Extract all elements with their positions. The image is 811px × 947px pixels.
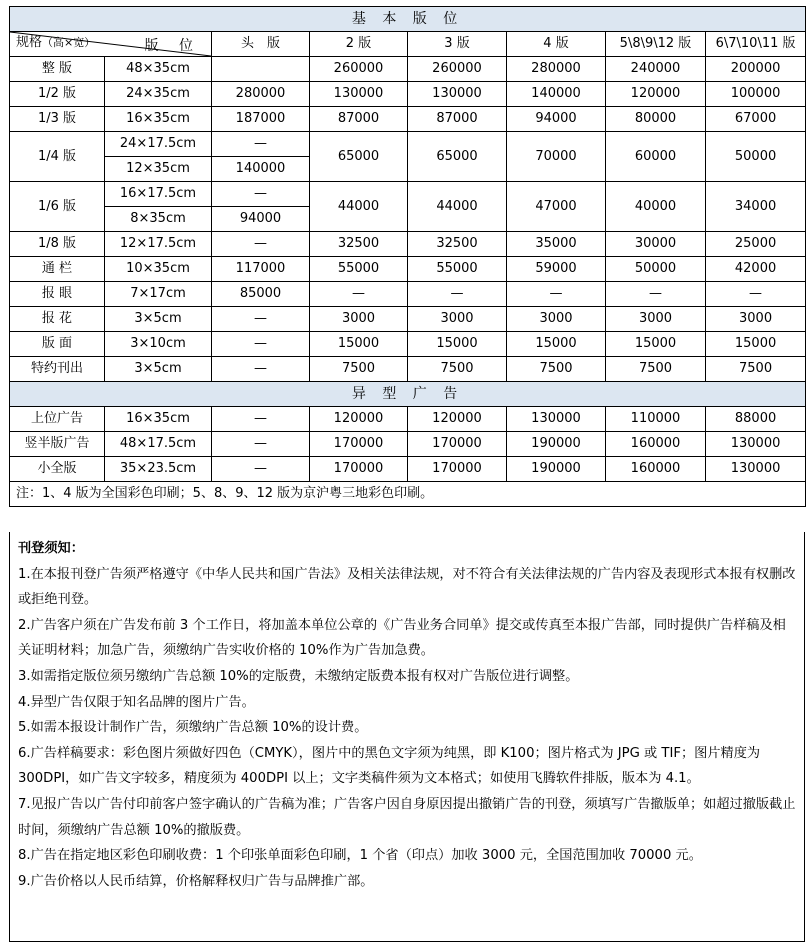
price-cell: 42000: [706, 257, 806, 282]
table-row: [10, 107, 806, 132]
price-cell: 44000: [310, 182, 408, 232]
notice-item: 9.广告价格以人民币结算，价格解释权归广告与品牌推广部。: [18, 873, 374, 889]
column-header: 2 版: [310, 32, 408, 57]
price-cell: 94000: [212, 207, 310, 232]
price-cell: —: [212, 432, 310, 457]
price-cell: 170000: [408, 457, 507, 482]
price-cell: 15000: [507, 332, 606, 357]
row-label: 1/2 版: [10, 82, 105, 107]
column-header: 5\8\9\12 版: [606, 32, 706, 57]
table-row: [10, 82, 806, 107]
size-cell: 3×10cm: [105, 332, 212, 357]
size-cell: 7×17cm: [105, 282, 212, 307]
price-cell: 35000: [507, 232, 606, 257]
size-cell: 10×35cm: [105, 257, 212, 282]
price-cell: 3000: [408, 307, 507, 332]
column-header: 6\7\10\11 版: [706, 32, 806, 57]
corner-position-label: 版 位: [144, 38, 201, 54]
price-cell: —: [212, 407, 310, 432]
row-label: 小全版: [10, 457, 105, 482]
row-label: 整 版: [10, 57, 105, 82]
size-cell: 35×23.5cm: [105, 457, 212, 482]
price-cell: 3000: [706, 307, 806, 332]
price-cell: 7500: [310, 357, 408, 382]
price-cell: 60000: [606, 132, 706, 182]
rate-table: [9, 6, 806, 507]
price-cell: 117000: [212, 257, 310, 282]
price-cell: 3000: [606, 307, 706, 332]
size-cell: 3×5cm: [105, 357, 212, 382]
price-cell: 160000: [606, 432, 706, 457]
price-cell: 3000: [507, 307, 606, 332]
notice-item: 6.广告样稿要求：彩色图片须做好四色（CMYK），图片中的黑色文字须为纯黑，即 K100；图片格式为 JPG 或 TIF；图片精度为 300DPI，如广告文字较多，精度须为 400DPI 以上；文字类稿件须为文本格式；如使用飞腾软件排版，版本为 4.1。: [18, 745, 761, 787]
price-cell: 15000: [606, 332, 706, 357]
price-cell: 140000: [212, 157, 310, 182]
size-cell: 16×35cm: [105, 407, 212, 432]
price-cell: —: [212, 307, 310, 332]
price-cell: 15000: [706, 332, 806, 357]
price-cell: 15000: [310, 332, 408, 357]
price-cell: 130000: [507, 407, 606, 432]
price-cell: 110000: [606, 407, 706, 432]
price-cell: 130000: [706, 457, 806, 482]
price-cell: —: [212, 232, 310, 257]
section-special-title: 异 型 广 告: [10, 382, 806, 407]
price-cell: —: [606, 282, 706, 307]
price-cell: 7500: [706, 357, 806, 382]
price-cell: 44000: [408, 182, 507, 232]
price-cell: 40000: [606, 182, 706, 232]
price-cell: 32500: [310, 232, 408, 257]
row-label: 上位广告: [10, 407, 105, 432]
price-cell: 47000: [507, 182, 606, 232]
row-label: 1/6 版: [10, 182, 105, 232]
price-cell: 30000: [606, 232, 706, 257]
price-cell: 65000: [310, 132, 408, 182]
size-cell: 12×35cm: [105, 157, 212, 182]
row-label: 1/4 版: [10, 132, 105, 182]
publication-notices: [9, 532, 805, 942]
price-cell: 59000: [507, 257, 606, 282]
row-label: 特约刊出: [10, 357, 105, 382]
price-cell: 100000: [706, 82, 806, 107]
price-cell: 130000: [408, 82, 507, 107]
color-print-note: 注：1、4 版为全国彩色印刷；5、8、9、12 版为京沪粤三地彩色印刷。: [10, 482, 806, 507]
price-cell: 170000: [408, 432, 507, 457]
notice-item: 7.见报广告以广告付印前客户签字确认的广告稿为准；广告客户因自身原因提出撤销广告的刊登，须填写广告撤版单；如超过撤版截止时间，须缴纳广告总额 10%的撤版费。: [18, 796, 796, 838]
notice-item: 5.如需本报设计制作广告，须缴纳广告总额 10%的设计费。: [18, 720, 368, 736]
column-header: 3 版: [408, 32, 507, 57]
table-row: [10, 132, 806, 157]
size-cell: 8×35cm: [105, 207, 212, 232]
corner-header-cell: [10, 32, 212, 57]
table-row: [10, 357, 806, 382]
table-row: [10, 257, 806, 282]
price-cell: 260000: [408, 57, 507, 82]
size-cell: 16×17.5cm: [105, 182, 212, 207]
price-cell: 160000: [606, 457, 706, 482]
notice-item: 4.异型广告仅限于知名品牌的图片广告。: [18, 694, 255, 710]
price-cell: 120000: [408, 407, 507, 432]
price-cell: 7500: [507, 357, 606, 382]
notice-item: 2.广告客户须在广告发布前 3 个工作日，将加盖本单位公章的《广告业务合同单》提交或传真至本报广告部，同时提供广告样稿及相关证明材料；加急广告，须缴纳广告实收价格的 10%作为广告加急费。: [18, 617, 786, 659]
price-cell: 55000: [310, 257, 408, 282]
price-cell: 7500: [408, 357, 507, 382]
table-row: [10, 407, 806, 432]
price-cell: —: [212, 357, 310, 382]
notice-item: 1.在本报刊登广告须严格遵守《中华人民共和国广告法》及相关法律法规，对不符合有关法律法规的广告内容及表现形式本报有权删改或拒绝刊登。: [18, 566, 796, 608]
price-cell: —: [507, 282, 606, 307]
row-label: 1/8 版: [10, 232, 105, 257]
size-cell: 16×35cm: [105, 107, 212, 132]
price-cell: 140000: [507, 82, 606, 107]
price-cell: 65000: [408, 132, 507, 182]
price-cell: 200000: [706, 57, 806, 82]
size-cell: 12×17.5cm: [105, 232, 212, 257]
size-cell: 3×5cm: [105, 307, 212, 332]
notices-title: 刊登须知：: [18, 541, 84, 556]
price-cell: 170000: [310, 457, 408, 482]
price-cell: —: [212, 457, 310, 482]
price-cell: 32500: [408, 232, 507, 257]
price-cell: 130000: [310, 82, 408, 107]
price-cell: 170000: [310, 432, 408, 457]
corner-spec-text: 规格: [16, 35, 43, 50]
price-cell: 50000: [706, 132, 806, 182]
price-cell: 280000: [212, 82, 310, 107]
price-cell: 80000: [606, 107, 706, 132]
table-row: [10, 307, 806, 332]
price-cell: —: [310, 282, 408, 307]
table-row: [10, 457, 806, 482]
size-cell: 24×17.5cm: [105, 132, 212, 157]
price-cell: 50000: [606, 257, 706, 282]
table-row: [10, 282, 806, 307]
price-cell: 94000: [507, 107, 606, 132]
size-cell: 24×35cm: [105, 82, 212, 107]
price-cell: [212, 57, 310, 82]
price-cell: 190000: [507, 457, 606, 482]
price-cell: 25000: [706, 232, 806, 257]
price-cell: 240000: [606, 57, 706, 82]
price-cell: 15000: [408, 332, 507, 357]
price-cell: —: [408, 282, 507, 307]
price-cell: 70000: [507, 132, 606, 182]
price-cell: 3000: [310, 307, 408, 332]
row-label: 竖半版广告: [10, 432, 105, 457]
price-cell: —: [706, 282, 806, 307]
price-cell: 87000: [408, 107, 507, 132]
row-label: 报 眼: [10, 282, 105, 307]
table-row: [10, 432, 806, 457]
price-cell: 260000: [310, 57, 408, 82]
price-cell: 120000: [606, 82, 706, 107]
size-cell: 48×35cm: [105, 57, 212, 82]
price-cell: 55000: [408, 257, 507, 282]
corner-spec-label: [16, 35, 95, 51]
row-label: 报 花: [10, 307, 105, 332]
price-cell: —: [212, 132, 310, 157]
price-cell: —: [212, 182, 310, 207]
price-cell: 87000: [310, 107, 408, 132]
price-cell: 34000: [706, 182, 806, 232]
notice-item: 8.广告在指定地区彩色印刷收费：1 个印张单面彩色印刷，1 个省（印点）加收 3000 元，全国范围加收 70000 元。: [18, 848, 702, 864]
price-cell: 120000: [310, 407, 408, 432]
row-label: 1/3 版: [10, 107, 105, 132]
table-row: [10, 232, 806, 257]
corner-spec-unit: （高×宽）: [42, 36, 96, 49]
notice-item: 3.如需指定版位须另缴纳广告总额 10%的定版费，未缴纳定版费本报有权对广告版位进行调整。: [18, 668, 579, 684]
price-cell: —: [212, 332, 310, 357]
price-cell: 88000: [706, 407, 806, 432]
row-label: 通 栏: [10, 257, 105, 282]
price-cell: 85000: [212, 282, 310, 307]
row-label: 版 面: [10, 332, 105, 357]
size-cell: 48×17.5cm: [105, 432, 212, 457]
price-cell: 130000: [706, 432, 806, 457]
price-cell: 7500: [606, 357, 706, 382]
price-cell: 190000: [507, 432, 606, 457]
price-cell: 280000: [507, 57, 606, 82]
column-header: 头 版: [212, 32, 310, 57]
table-row: [10, 182, 806, 207]
table-row: [10, 57, 806, 82]
price-cell: 67000: [706, 107, 806, 132]
column-header: 4 版: [507, 32, 606, 57]
section-basic-title: 基 本 版 位: [10, 7, 806, 32]
price-cell: 187000: [212, 107, 310, 132]
table-row: [10, 332, 806, 357]
